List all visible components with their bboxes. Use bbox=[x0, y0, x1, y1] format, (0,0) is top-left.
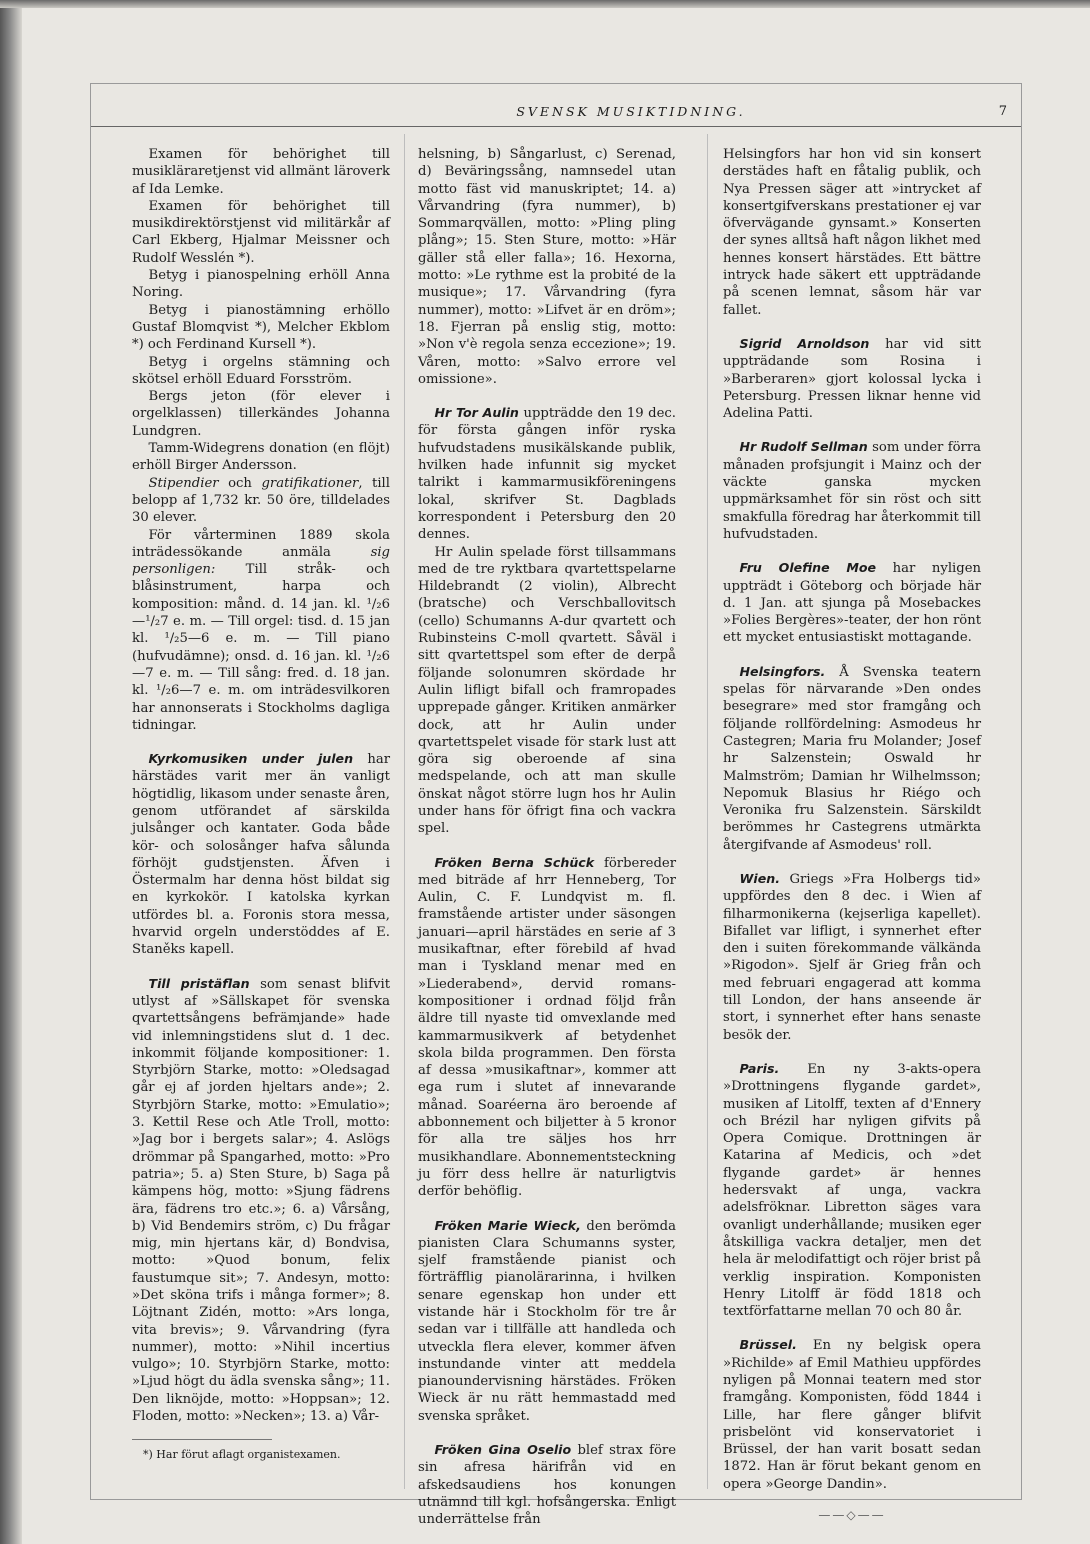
article bbox=[723, 870, 981, 1044]
article-heading: Fröken Marie Wieck, bbox=[434, 1217, 581, 1233]
text: För vårterminen 1889 skola inträdessökande anmäla bbox=[132, 527, 390, 560]
end-ornament-icon: ——◇—— bbox=[818, 1508, 886, 1523]
article-heading: Sigrid Arnoldson bbox=[739, 335, 870, 351]
article bbox=[723, 663, 981, 854]
footnote-rule bbox=[132, 1439, 272, 1440]
article-body: har härstädes varit mer än vanligt högtidlig, likasom under senaste åren, genom utförandet af särskilda julsånger och kantater. Goda både kör- och solosånger hafva sålunda förhöjt gudstjensten. Äfven i Östermalm har denna höst bildat sig en kyrkokör. I katolska kyrkan utfördes bl. a. Foronis stora messa, hvarvid orgeln understöddes af E. Staněks kapell. bbox=[132, 752, 390, 958]
article bbox=[723, 559, 981, 646]
article-heading: Brüssel. bbox=[739, 1337, 797, 1353]
article-heading: Helsingfors. bbox=[739, 663, 826, 679]
italic-term: sig personligen: bbox=[132, 544, 390, 578]
column-1 bbox=[132, 146, 390, 1464]
paragraph: Betyg i pianostämning erhöllo Gustaf Blomqvist *), Melcher Ekblom *) och Ferdinand Kursell *). bbox=[132, 302, 390, 353]
paragraph: Helsingfors har hon vid sin konsert derstädes haft en fåtalig publik, och Nya Pressen säger att »intrycket af konsertgifverskans prestationer ej var öfvervägande gynsamt.» Konserten der synes alltså haft någon likhet med hennes konsert härstädes. Ett bättre intryck hade säkert ett uppträdande på scenen lemnat, såsom här var fallet. bbox=[723, 147, 981, 318]
article-body: Å Svenska teatern spelas för närvarande »Den ondes besegrare» med stor framgång och följande rollfördelning: Asmodeus hr Castegren; Maria fru Molander; Josef hr Salzenstein; Oswald hr Malmström; Damian hr Wilhelmsson; Nepomuk Blasius hr Riégo och Veronika fru Salzenstein. Särskildt berömmes hr Castegrens utmärkta återgifvande af Asmodeus' roll. bbox=[723, 664, 981, 853]
paragraph: Betyg i orgelns stämning och skötsel erhöll Eduard Forsström. bbox=[132, 354, 390, 387]
article-body: blef strax före sin afresa härifrån vid en afskedsaudiens hos konungen utnämnd till kgl. hofsångerska. Enligt underrättelse från bbox=[418, 1443, 676, 1528]
italic-term: Stipendier bbox=[148, 475, 219, 491]
text: och bbox=[218, 475, 262, 491]
article-body: uppträdde den 19 dec. för första gången inför ryska hufvudstadens musikälskande publik, hvilken hade infunnit sig mycket talrikt i kammarmusikföreningens lokal, skrifver St. Dagblads korrespondent i Petersburg den 20 dennes. bbox=[418, 406, 676, 543]
paragraph: Betyg i pianospelning erhöll Anna Noring. bbox=[132, 268, 390, 301]
article-body: En ny 3-akts-opera »Drottningens flygande gardet», musiken af Litolff, texten af d'Ennery och Brézil har nyligen gifvits på Opera Comique. Drottningen är Katarina af Medicis, och »det flygande gardet» är hennes hedersvakt af unga, vackra adelsfröknar. Libretton säges vara ovanligt underhållande; musiken eger åtskilliga vackra detaljer, men det hela är melodifattigt och röjer brist på verklig inspiration. Komponisten Henry Litolff är född 1818 och textförfattarne mellan 70 och 80 år. bbox=[723, 1061, 981, 1320]
newspaper-page bbox=[90, 83, 1022, 1528]
article-body: som senast blifvit utlyst af »Sällskapet för svenska qvartettsångens befrämjande» hade vid inlemningstidens slut d. 1 dec. inkommit följande kompositioner: 1. Styrbjörn Starke, motto: »Oledsagad går ej af jorden hjeltars ande»; 2. Styrbjörn Starke, motto: »Emulatio»; 3. Kettil Rese och Atle Troll, motto: »Jag bor i bergets salar»; 4. Aslögs drömmar på Spangarhed, motto: »Pro patria»; 5. a) Sten Sture, b) Saga på kämpens hög, motto: »Sjung fädrens ära, fädrens tro etc.»; 6. a) Vårsång, b) Vid Bendemirs ström, c) Du frågar mig, min hjertans kär, d) Bondvisa, motto: »Quod bonum, felix faustumque sit»; 7. Andesyn, motto: »Det sköna trifs i många former»; 8. Löjtnant Zidén, motto: »Ars longa, vita brevis»; 9. Vårvandring (fyra nummer), motto: »Nihil incertius vulgo»; 10. Styrbjörn Starke, motto: »Ljud högt du ädla svenska sång»; 11. Den liknöjde, motto: »Hoppsan»; 12. Floden, motto: »Necken»; 13. a) Vår- bbox=[132, 976, 390, 1425]
text: , till belopp af 1,732 kr. 50 öre, tilldelades 30 elever. bbox=[132, 475, 390, 526]
paragraph bbox=[132, 527, 390, 735]
article-heading: Kyrkomusiken under julen bbox=[148, 751, 354, 767]
article-heading: Fröken Gina Oselio bbox=[434, 1442, 572, 1458]
running-title: SVENSK MUSIKTIDNING. bbox=[516, 104, 746, 119]
italic-term: gratifikationer bbox=[261, 475, 359, 491]
article-heading: Wien. bbox=[739, 870, 780, 886]
article-heading: Till pristäflan bbox=[148, 975, 250, 991]
header-rule bbox=[91, 126, 1021, 127]
article bbox=[723, 335, 981, 422]
paragraph: Examen för behörighet till musikläraretjenst vid allmänt läroverk af Ida Lemke. bbox=[132, 147, 390, 197]
paragraph: Bergs jeton (för elever i orgelklassen) tillerkändes Johanna Lundgren. bbox=[132, 389, 390, 439]
text: Till stråk- och blåsinstrument, harpa och komposition: månd. d. 14 jan. kl. ¹/₂6 —¹/₂7 e. m. — Till orgel: tisd. d. 15 jan kl. ¹/₂5—6 e. m. — Till piano (hufvudämne); onsd. d. 16 jan. kl. ¹/₂6 —7 e. m. — Till sång: fred. d. 18 jan. kl. ¹/₂6—7 e. m. om inträdesvilkoren har annonserats i Stockholms dagliga tidningar. bbox=[132, 562, 390, 733]
article-heading: Hr Rudolf Sellman bbox=[739, 439, 868, 455]
article bbox=[418, 854, 676, 1201]
article bbox=[723, 1060, 981, 1320]
article-heading: Fröken Berna Schück bbox=[434, 854, 595, 870]
article bbox=[418, 1441, 676, 1528]
column-2 bbox=[418, 146, 676, 1529]
article bbox=[418, 1217, 676, 1426]
column-3 bbox=[723, 146, 981, 1524]
column-divider bbox=[404, 134, 405, 1489]
scan-edge bbox=[0, 0, 22, 1544]
article-body: den berömda pianisten Clara Schumanns syster, sjelf framstående pianist och förträfflig pianolärarinna, i hvilken senare egenskap hon under ett vistande här i Stockholm för tre år sedan var i tillfälle att handleda och utveckla flera elever, kommer äfven instundande vinter att meddela pianoundervisning härstädes. Fröken Wieck är nu rätt hemmastadd med svenska språket. bbox=[418, 1218, 676, 1424]
article bbox=[132, 975, 390, 1426]
paragraph bbox=[132, 475, 390, 527]
article bbox=[723, 438, 981, 543]
paragraph: Tamm-Widegrens donation (en flöjt) erhöll Birger Andersson. bbox=[132, 441, 390, 474]
article-body: En ny belgisk opera »Richilde» af Emil Mathieu uppfördes nyligen på Monnai teatern med stor framgång. Komponisten, född 1844 i Lille, har flere gånger blifvit prisbelönt vid konservatoriet i Brüssel, der han varit bosatt sedan 1872. Han är förut bekant genom en opera »George Dandin». bbox=[723, 1338, 981, 1492]
article bbox=[132, 750, 390, 959]
footnote: *) Har förut aflagt organistexamen. bbox=[143, 1448, 341, 1462]
article-body: har nyligen uppträdt i Göteborg och började här d. 1 Jan. att sjunga på Mosebackes »Folies Bergères»-teater, der hon rönt ett mycket entusiastiskt mottagande. bbox=[723, 561, 981, 646]
article-heading: Paris. bbox=[739, 1060, 780, 1076]
scan-edge-top bbox=[0, 0, 1090, 8]
article bbox=[418, 404, 676, 543]
article-body: som under förra månaden profsjungit i Mainz och der väckte ganska mycken uppmärksamhet för sin röst och sitt smakfulla föredrag har återkommit till hufvudstaden. bbox=[723, 440, 981, 542]
paragraph: Examen för behörighet till musikdirektörstjenst vid militärkår af Carl Ekberg, Hjalmar Meissner och Rudolf Wesslén *). bbox=[132, 198, 390, 266]
article bbox=[723, 1336, 981, 1493]
article-heading: Fru Olefine Moe bbox=[739, 560, 877, 576]
article-body: har vid sitt uppträdande som Rosina i »Barberaren» gjort kolossal lycka i Petersburg. Pressen liknar henne vid Adelina Patti. bbox=[723, 336, 981, 422]
article-body: Griegs »Fra Holbergs tid» uppfördes den 8 dec. i Wien af filharmonikerna (kejserliga kapellet). Bifallet var lifligt, i synnerhet efter den i suiten förekommande välkända »Rigodon». Sjelf är Grieg från och med februari engagerad att komma till London, der hans anseende är stort, i synnerhet efter hans senaste besök der. bbox=[723, 871, 981, 1043]
paragraph: helsning, b) Sångarlust, c) Serenad, d) Beväringssång, namnsedel utan motto fäst vid manuskriptet; 14. a) Vårvandring (fyra nummer), b) Sommarqvällen, motto: »Pling pling plång»; 15. Sten Sture, motto: »Här gäller stå eller falla»; 16. Hexorna, motto: »Le rythme est la probité de la musique»; 17. Vårvandring (fyra nummer), motto: »Lifvet är en dröm»; 18. Fjerran på enslig stig, motto: »Non v'è regola senza eccezione»; 19. Våren, motto: »Salvo errore vel omissione». bbox=[418, 147, 676, 387]
article-heading: Hr Tor Aulin bbox=[434, 405, 519, 421]
column-divider bbox=[707, 134, 708, 1489]
page-number: 7 bbox=[998, 104, 1007, 119]
paragraph: Hr Aulin spelade först tillsammans med de tre ryktbara qvartettspelarne Hildebrandt (2 violin), Albrecht (bratsche) och Verschballovitsch (cello) Schumanns A-dur qvartett och Rubinsteins C-moll qvartett. Såväl i sitt qvartettspel som efter de derpå följande solonumren skördade hr Aulin lifligt bifall och framropades upprepade gånger. Kritiken anmärker dock, att hr Aulin under qvartettspelet visade för stark lust att göra sig oberoende af sina medspelande, och att man skulle önskat något större lugn hos hr Aulin under hans för öfrigt fina och vackra spel. bbox=[418, 544, 676, 837]
article-body: förbereder med biträde af hrr Henneberg, Tor Aulin, C. F. Lundqvist m. fl. framstående artister under säsongen januari—april härstädes en serie af 3 musikaftnar, efter förebild af hvad man i Tyskland menar med en »Liederabend», dervid romans-kompositioner i ordnad följd från äldre till nyaste tid omvexlande med kammarmusikverk af betydenhet skola bilda programmen. Den första af dessa »musikaftnar», kommer att ega rum i slutet af innevarande månad. Soaréerna äro beroende af abbonnement och biljetter à 5 kronor för alla tre säljes hos hrr musikhandlare. Abonnementsteckning ju förr dess hellre är naturligtvis derför behöflig. bbox=[418, 855, 676, 1200]
